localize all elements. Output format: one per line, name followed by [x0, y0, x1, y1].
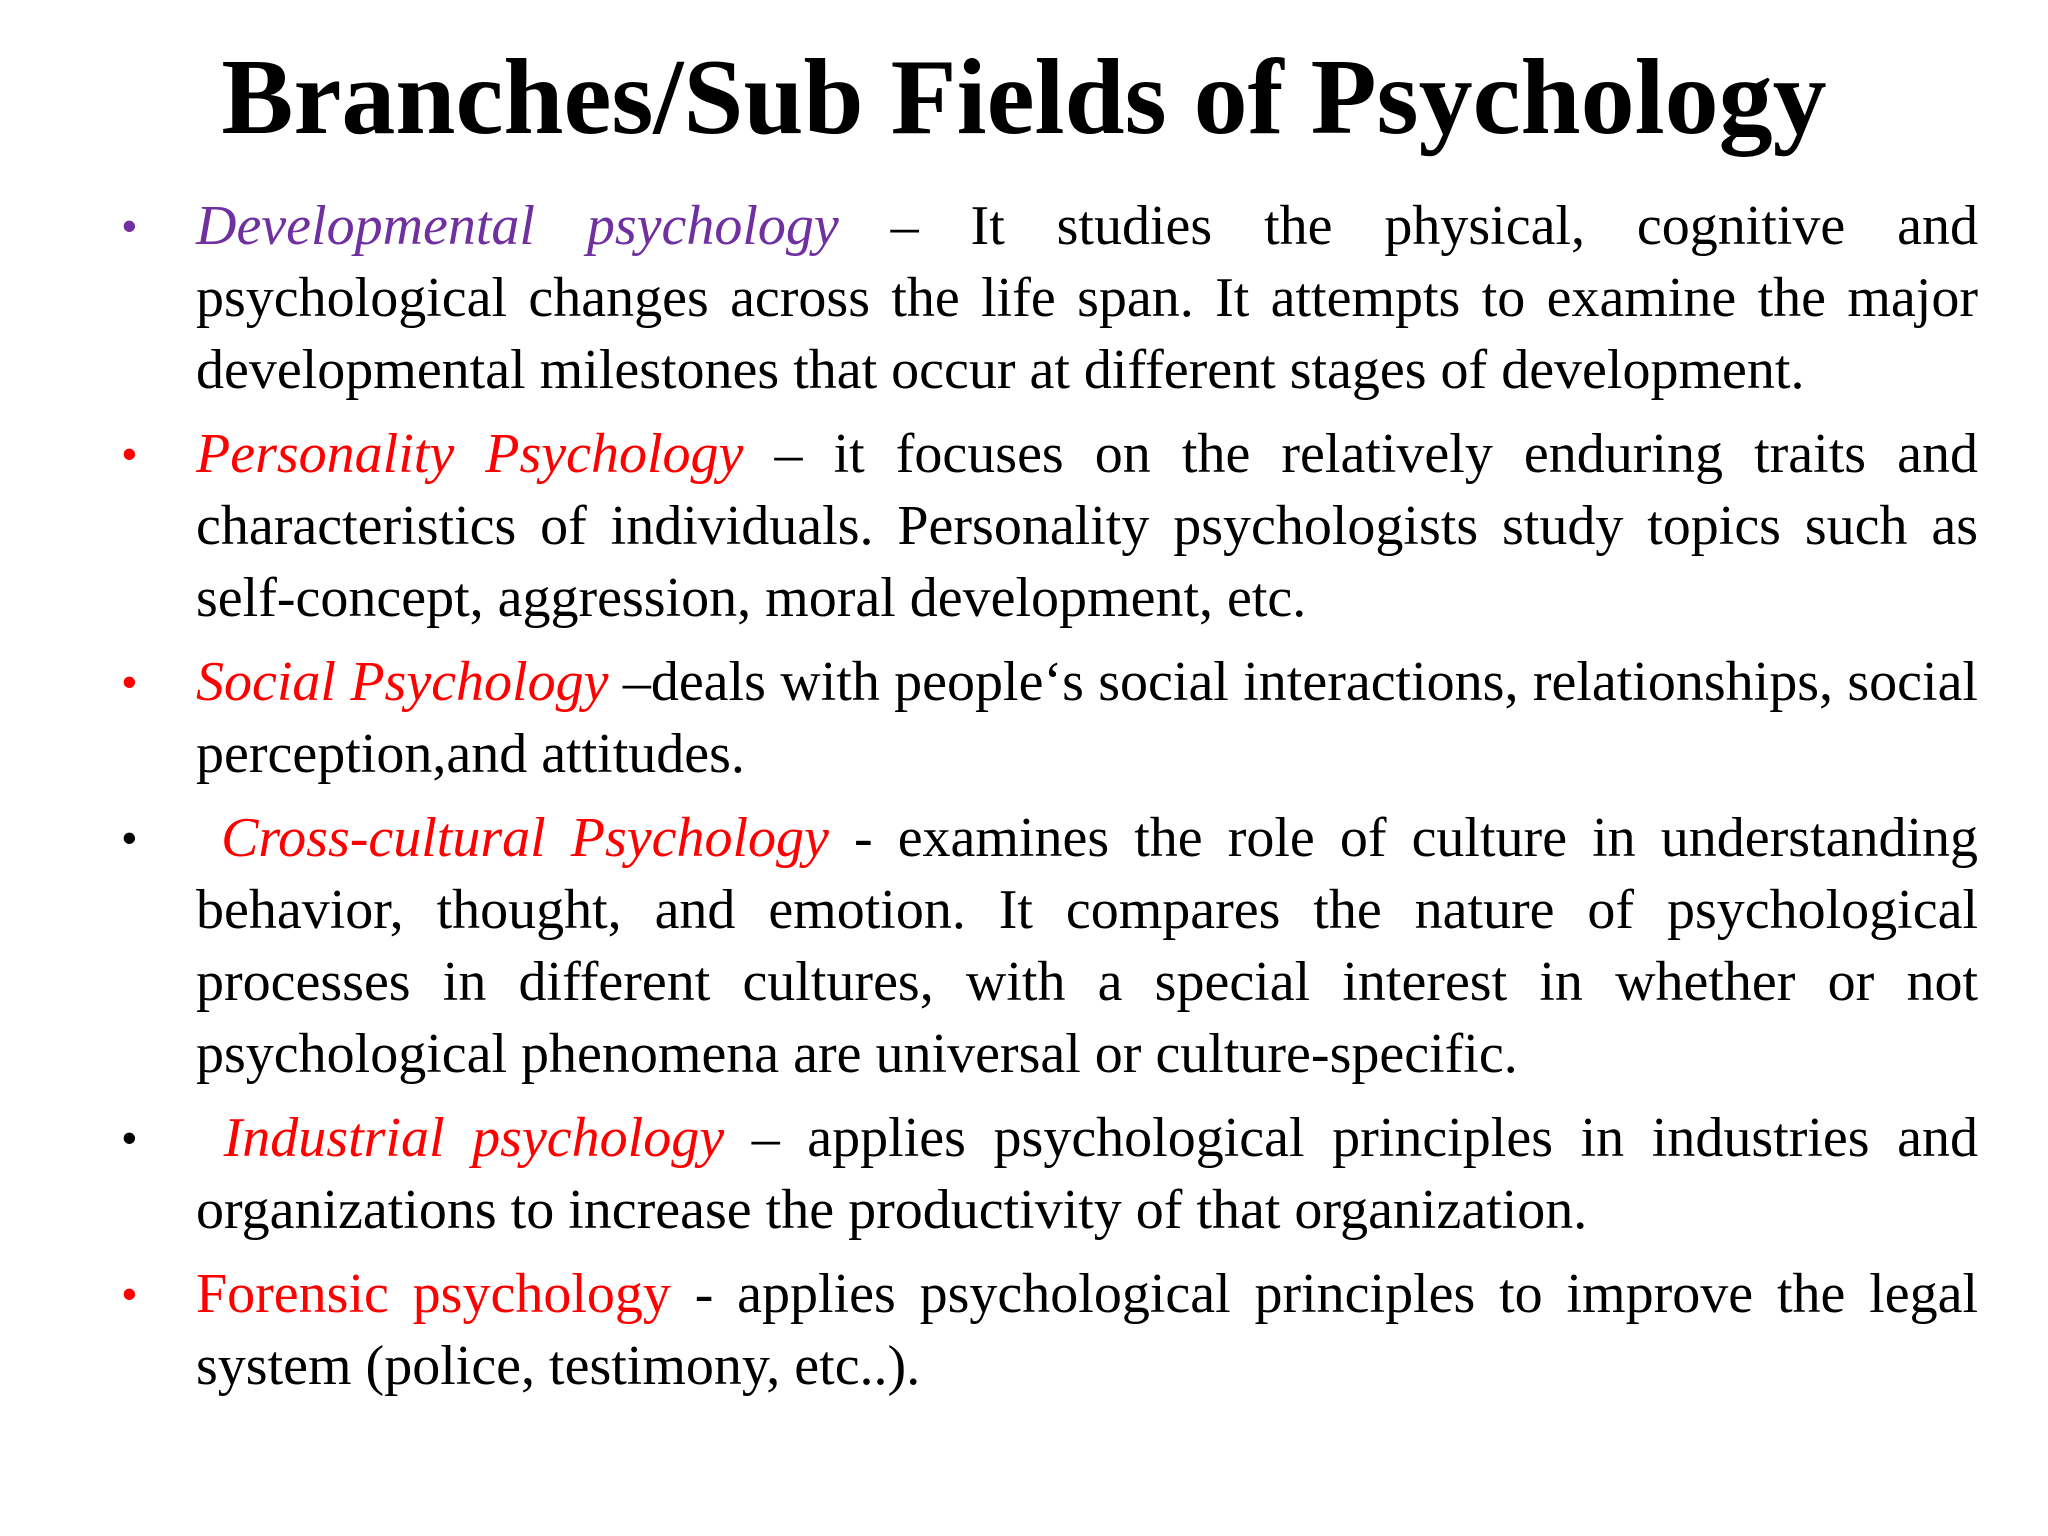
bullet-icon: • — [122, 202, 137, 249]
description-forensic: - applies psychological principles to improve the legal system (police, testimony, etc..). — [196, 1263, 1979, 1397]
bullet-icon: • — [122, 658, 137, 705]
list-item-developmental — [0, 190, 2048, 406]
term-personality: Personality Psychology — [196, 423, 744, 485]
list-item-social — [0, 646, 2048, 790]
bullet-icon: • — [122, 1270, 137, 1317]
list-item-text — [196, 646, 1978, 790]
term-industrial: Industrial psychology — [223, 1107, 725, 1169]
list-item-text — [196, 190, 1978, 406]
bullet-icon: • — [122, 1114, 137, 1161]
description-personality: – it focuses on the relatively enduring traits and characteristics of individuals. Personality psychologists study topics such as self-concept, aggression, moral development, etc. — [196, 423, 1978, 629]
list-item-personality — [0, 418, 2048, 634]
bullet-icon: • — [122, 430, 137, 477]
description-cross-cultural: - examines the role of culture in understanding behavior, thought, and emotion. It compares the nature of psychological processes in different cultures, with a special interest in whether or not psychological phenomena are universal or culture-specific. — [196, 807, 1979, 1085]
list-item-industrial — [0, 1102, 2048, 1246]
term-cross-cultural: Cross-cultural Psychology — [221, 807, 829, 869]
bullet-icon: • — [122, 814, 137, 861]
list-item-text — [196, 802, 1978, 1090]
term-social: Social Psychology — [196, 651, 609, 713]
list-item-text — [196, 1102, 1978, 1246]
description-industrial: – applies psychological principles in industries and organizations to increase the productivity of that organization. — [196, 1107, 1979, 1241]
list-item-text — [196, 1258, 1978, 1402]
slide-title: Branches/Sub Fields of Psychology — [221, 38, 1827, 157]
list-item-forensic — [0, 1258, 2048, 1402]
term-developmental: Developmental psychology — [196, 195, 839, 257]
list-item-cross-cultural — [0, 802, 2048, 1090]
bullet-list — [0, 190, 2048, 1402]
description-developmental: – It studies the physical, cognitive and psychological changes across the life span. It attempts to examine the major developmental milestones that occur at different stages of development. — [196, 195, 1978, 401]
list-item-text — [196, 418, 1978, 634]
description-social: –deals with people‘s social interactions, relationships, social perception,and attitudes. — [196, 651, 1978, 785]
term-forensic: Forensic psychology — [196, 1263, 671, 1325]
